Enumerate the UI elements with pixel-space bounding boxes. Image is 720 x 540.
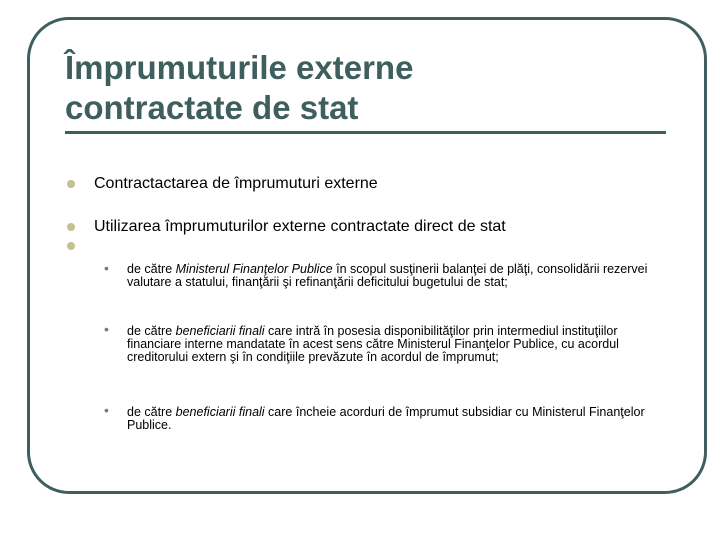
bullet-text: Utilizarea împrumuturilor externe contractate direct de stat [94,218,506,235]
sub-bullet-text [127,263,672,289]
bullet-dot-icon [67,242,75,250]
sub-bullet-emphasis: beneficiarii finali [175,324,265,338]
sub-bullet-text [127,325,672,364]
title-underline [65,131,666,134]
bullet-text: Contractactarea de împrumuturi externe [94,175,378,192]
sub-bullet-text [127,406,672,432]
sub-bullet-rest: care încheie acorduri de împrumut subsidiar cu Ministerul Finanţelor Publice. [127,405,645,432]
sub-bullet-emphasis: Ministerul Finanţelor Publice [175,262,333,276]
slide-title [65,48,665,128]
sub-bullet-rest: în scopul susţinerii balanţei de plăţi, consolidării rezervei valutare a statului, finanţării şi refinanţării deficitului bugetului de stat; [127,262,648,289]
slide-title-line-1: Împrumuturile externe [65,49,414,86]
slide-title-line-2: contractate de stat [65,89,359,126]
bullet-dot-icon [67,180,75,188]
sub-bullet-icon: • [104,321,109,337]
sub-bullet-prefix: de către [127,262,176,276]
sub-bullet-rest: care intră în posesia disponibilităţilor prin intermediul instituţiilor financiare interne mandatate în acest sens către Ministerul Finanţelor Publice, cu acordul creditorului extern şi în condiţiile prevăzute în acordul de împrumut; [127,324,619,364]
sub-bullet-icon: • [104,260,109,276]
sub-bullet-prefix: de către [127,324,176,338]
sub-bullet-emphasis: beneficiarii finali [175,405,265,419]
sub-bullet-prefix: de către [127,405,176,419]
sub-bullet-icon: • [104,402,109,418]
bullet-dot-icon [67,223,75,231]
